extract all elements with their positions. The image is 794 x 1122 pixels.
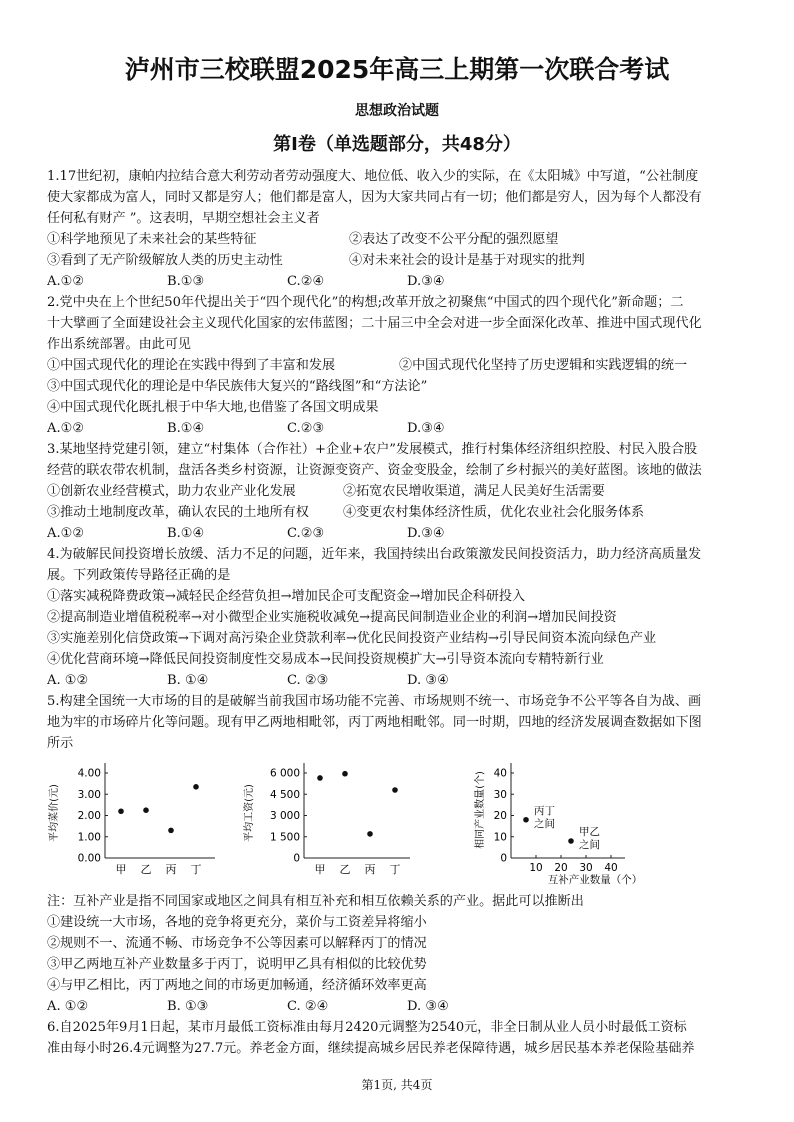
chart2-y-tick-label: 3 000 bbox=[269, 810, 300, 822]
q1-stem-line-3: 任何私有财产 ”。这表明，早期空想社会主义者 bbox=[47, 211, 320, 226]
q3-statements-row-1 bbox=[47, 482, 755, 503]
q4-options bbox=[47, 671, 755, 692]
q2-option-b[interactable]: B.①④ bbox=[167, 421, 205, 436]
q4-stem-line-2: 展。下列政策传导路径正确的是 bbox=[47, 568, 231, 583]
chart3-point-label: 甲乙 bbox=[579, 826, 600, 838]
q3-statement-3: ③推动土地制度改革，确认农民的土地所有权 bbox=[47, 505, 309, 520]
chart1-point bbox=[143, 807, 149, 813]
chart3-y-label: 相同产业数量(个) bbox=[475, 771, 486, 849]
chart2-point bbox=[317, 775, 323, 781]
q5-statement-4: ④与甲乙相比，丙丁两地之间的市场更加畅通，经济循环效率更高 bbox=[47, 978, 427, 993]
q5-stem-line-2: 地为牢的市场碎片化等问题。现有甲乙两地相毗邻，丙丁两地相毗邻。同一时期，四地的经济发展调查数据如下图 bbox=[47, 715, 702, 730]
q5-option-c[interactable]: C. ②④ bbox=[287, 999, 329, 1014]
q2-stem-line-1: 2.党中央在上个世纪50年代提出关于“四个现代化”的构想;改革开放之初聚焦“中国式的四个现代化”新命题；二 bbox=[47, 295, 684, 310]
q4-statement-3: ③实施差别化信贷政策→下调对高污染企业贷款利率→优化民间投资产业结构→引导民间资本流向绿色产业 bbox=[47, 631, 657, 646]
chart2-y-tick-label: 0 bbox=[293, 852, 300, 865]
q5-stem-line-3: 所示 bbox=[47, 736, 74, 751]
q2-statements-row-1 bbox=[47, 356, 755, 377]
q1-option-a[interactable]: A.①② bbox=[47, 274, 85, 289]
chart2-y-label: 平均工资(元) bbox=[244, 784, 255, 842]
q2-stem-line-3: 作出系统部署。由此可见 bbox=[47, 337, 192, 352]
chart3-y-tick-label: 40 bbox=[493, 767, 507, 780]
chart1-y-tick-label: 2.00 bbox=[77, 810, 101, 822]
q1-statement-1: ①科学地预见了未来社会的某些特征 bbox=[47, 232, 257, 247]
q5-option-b[interactable]: B. ①③ bbox=[167, 999, 209, 1014]
q2-statement-2: ②中国式现代化坚持了历史逻辑和实践逻辑的统一 bbox=[399, 358, 688, 373]
chart3-point bbox=[568, 838, 574, 844]
exam-title: 泸州市三校联盟2025年高三上期第一次联合考试 bbox=[124, 55, 670, 84]
q3-statement-1: ①创新农业经营模式，助力农业产业化发展 bbox=[47, 484, 296, 499]
q1-statement-2: ②表达了改变不公平分配的强烈愿望 bbox=[349, 232, 559, 247]
chart-average-wage bbox=[240, 755, 415, 880]
q3-stem-line-2: 经营的联农带农机制，盘活各类乡村资源，让资源变资产、资金变股金，绘制了乡村振兴的美好蓝图。该地的做法 bbox=[47, 463, 702, 478]
q1-option-c[interactable]: C.②④ bbox=[287, 274, 325, 289]
q2-statement-3: ③中国式现代化的理论是中华民族伟大复兴的“路线图”和“方法论” bbox=[47, 379, 428, 394]
chart3-point-label: 之间 bbox=[579, 839, 600, 851]
q5-statement-2: ②规则不一、流通不畅、市场竞争不公等因素可以解释丙丁的情况 bbox=[47, 936, 427, 951]
page-footer: 第1页, 共4页 bbox=[361, 1078, 433, 1092]
q4-option-c[interactable]: C. ②③ bbox=[287, 673, 329, 688]
chart1-point bbox=[168, 828, 174, 834]
chart1-x-tick-label: 乙 bbox=[140, 863, 152, 876]
chart3-y-tick-label: 0 bbox=[500, 852, 507, 865]
chart2-x-tick-label: 丁 bbox=[389, 863, 401, 876]
q1-option-b[interactable]: B.①③ bbox=[167, 274, 205, 289]
chart2-point bbox=[392, 787, 398, 793]
q1-statement-4: ④对未来社会的设计是基于对现实的批判 bbox=[349, 253, 585, 268]
q6-stem-line-2: 准由每小时26.4元调整为27.7元。养老金方面，继续提高城乡居民养老保障待遇，城乡居民基本养老保险基础养 bbox=[47, 1041, 695, 1056]
q3-stem-line-1: 3.某地坚持党建引领，建立“村集体（合作社）+企业+农户”发展模式，推行村集体经济组织控股、村民入股合股 bbox=[47, 442, 698, 457]
q4-option-a[interactable]: A. ①② bbox=[47, 673, 89, 688]
q5-option-a[interactable]: A. ①② bbox=[47, 999, 89, 1014]
q4-statement-1: ①落实减税降费政策→减轻民企经营负担→增加民企可支配资金→增加民企科研投入 bbox=[47, 589, 526, 604]
q2-statement-1: ①中国式现代化的理论在实践中得到了丰富和发展 bbox=[47, 358, 336, 373]
chart1-y-tick-label: 0.00 bbox=[77, 852, 101, 865]
q3-options bbox=[47, 524, 755, 545]
section-title: 第Ⅰ卷（单选题部分，共48分） bbox=[273, 134, 521, 155]
chart3-y-tick-label: 10 bbox=[493, 831, 507, 844]
chart3-x-tick-label: 40 bbox=[604, 862, 618, 874]
q2-option-a[interactable]: A.①② bbox=[47, 421, 85, 436]
q3-option-c[interactable]: C.②③ bbox=[287, 526, 325, 541]
chart3-x-tick-label: 20 bbox=[554, 862, 568, 874]
q6-stem-line-1: 6.自2025年9月1日起，某市月最低工资标准由每月2420元调整为2540元，非全日制从业人员小时最低工资标 bbox=[47, 1020, 687, 1035]
chart3-point bbox=[523, 817, 529, 823]
q4-stem-line-1: 4.为破解民间投资增长放缓、活力不足的问题，近年来，我国持续出台政策激发民间投资活力，助力经济高质量发 bbox=[47, 547, 702, 562]
q5-statement-1: ①建设统一大市场，各地的竞争将更充分，菜价与工资差异将缩小 bbox=[47, 915, 427, 930]
q2-stem-line-2: 十大擘画了全面建设社会主义现代化国家的宏伟蓝图；二十届三中全会对进一步全面深化改革、推进中国式现代化 bbox=[47, 316, 702, 331]
chart1-y-tick-label: 1.00 bbox=[77, 831, 101, 844]
q2-options bbox=[47, 419, 755, 440]
chart3-y-tick-label: 20 bbox=[493, 810, 507, 822]
q4-option-d[interactable]: D. ③④ bbox=[407, 673, 449, 688]
chart1-x-tick-label: 甲 bbox=[115, 863, 127, 876]
q5-note: 注：互补产业是指不同国家或地区之间具有相互补充和相互依赖关系的产业。据此可以推断出 bbox=[47, 894, 584, 909]
q3-option-b[interactable]: B.①④ bbox=[167, 526, 205, 541]
q4-statement-4: ④优化营商环境→降低民间投资制度性交易成本→民间投资规模扩大→引导资本流向专精特新行业 bbox=[47, 652, 604, 667]
q1-option-d[interactable]: D.③④ bbox=[407, 274, 445, 289]
q1-stem-line-2: 使大家都成为富人，同时又都是穷人；他们都是富人，因为大家共同占有一切；他们都是穷人，因为每个人都没有 bbox=[47, 190, 702, 205]
chart1-y-label: 平均菜价(元) bbox=[49, 784, 60, 842]
chart-industry-count bbox=[465, 755, 675, 890]
chart3-x-label: 互补产业数量（个） bbox=[547, 874, 643, 886]
chart3-y-tick-label: 30 bbox=[493, 788, 507, 801]
q3-option-d[interactable]: D.③④ bbox=[407, 526, 445, 541]
q5-statement-3: ③甲乙两地互补产业数量多于丙丁，说明甲乙具有相似的比较优势 bbox=[47, 957, 427, 972]
q1-statements-row-2 bbox=[47, 251, 755, 272]
chart3-point-label: 丙丁 bbox=[534, 804, 555, 817]
chart2-point bbox=[367, 831, 373, 837]
chart3-point-label: 之间 bbox=[534, 817, 555, 830]
q1-statement-3: ③看到了无产阶级解放人类的历史主动性 bbox=[47, 253, 283, 268]
chart3-x-tick-label: 30 bbox=[579, 862, 593, 874]
chart2-y-tick-label: 1 500 bbox=[269, 831, 300, 844]
chart2-y-tick-label: 4 500 bbox=[269, 788, 300, 801]
chart2-x-tick-label: 丙 bbox=[364, 863, 376, 876]
chart1-y-tick-label: 4.00 bbox=[77, 767, 101, 780]
q5-stem-line-1: 5.构建全国统一大市场的目的是破解当前我国市场功能不完善、市场规则不统一、市场竞争不公平等各自为战、画 bbox=[47, 694, 702, 709]
q2-option-c[interactable]: C.②③ bbox=[287, 421, 325, 436]
q4-option-b[interactable]: B. ①④ bbox=[167, 673, 209, 688]
q2-statement-4: ④中国式现代化既扎根于中华大地,也借鉴了各国文明成果 bbox=[47, 400, 379, 415]
chart1-y-tick-label: 3.00 bbox=[77, 788, 101, 801]
q2-option-d[interactable]: D.③④ bbox=[407, 421, 445, 436]
chart1-x-tick-label: 丙 bbox=[165, 863, 177, 876]
chart-vegetable-price bbox=[45, 755, 220, 880]
q5-options bbox=[47, 997, 755, 1018]
q1-options bbox=[47, 272, 755, 293]
q3-option-a[interactable]: A.①② bbox=[47, 526, 85, 541]
chart3-x-tick-label: 10 bbox=[529, 862, 543, 874]
q3-statement-2: ②拓宽农民增收渠道，满足人民美好生活需要 bbox=[343, 484, 605, 499]
q1-stem-line-1: 1.17世纪初，康帕内拉结合意大利劳动者劳动强度大、地位低、收入少的实际，在《太阳城》中写道，“公社制度 bbox=[47, 169, 699, 184]
q3-statements-row-2 bbox=[47, 503, 755, 524]
chart1-x-tick-label: 丁 bbox=[190, 863, 202, 876]
chart2-y-tick-label: 6 000 bbox=[269, 767, 300, 780]
chart2-x-tick-label: 乙 bbox=[339, 863, 351, 876]
q3-statement-4: ④变更农村集体经济性质，优化农业社会化服务体系 bbox=[343, 505, 645, 520]
subject-title: 思想政治试题 bbox=[355, 103, 439, 119]
q5-option-d[interactable]: D. ③④ bbox=[407, 999, 449, 1014]
q4-statement-2: ②提高制造业增值税税率→对小微型企业实施税收减免→提高民间制造业企业的利润→增加民间投资 bbox=[47, 610, 617, 625]
chart1-point bbox=[193, 784, 199, 790]
chart2-point bbox=[342, 771, 348, 777]
chart2-x-tick-label: 甲 bbox=[314, 863, 326, 876]
chart1-point bbox=[118, 808, 124, 814]
q1-statements-row-1 bbox=[47, 230, 755, 251]
